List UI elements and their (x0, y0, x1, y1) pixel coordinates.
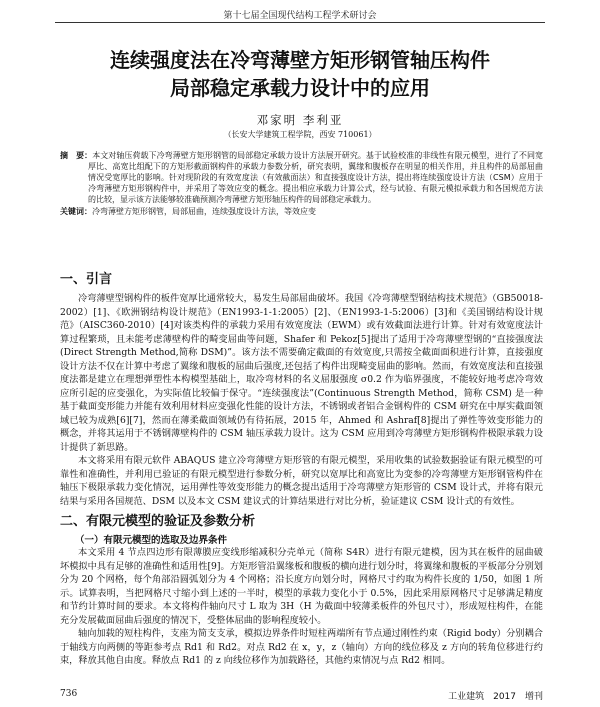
abstract-text: 本文对轴压荷载下冷弯薄壁方矩形钢管的局部稳定承载力设计方法展开研究。基于试验校准的非线性有限元模型，进行了不同宽厚比、高宽比组配下的方矩形截面钢构件的承载力参数分析，研究表明，翼缘和腹板存在明显的相关作用，并且构件的局部屈曲情况受宽厚比的影响。针对现阶段的有效宽度法（有效截面法）和直接强度设计方法，提出将连续强度设计方法（CSM）应用于冷弯薄壁方矩形钢构件中，并采用了等效应变的概念。提出相应承载力计算公式，经与试验、有限元模拟承载力和各国规范方法的比较，显示该方法能够较准确预测冷弯薄壁方矩形轴压构件的局部稳定承载力。 (88, 151, 543, 204)
abstract (60, 150, 543, 205)
abstract-block (60, 150, 543, 217)
title-line-2: 局部稳定承载力设计中的应用 (170, 76, 430, 100)
section-1-paragraph-1: 冷弯薄壁型钢构件的板件宽厚比通常较大，易发生局部屈曲破坏。我国《冷弯薄壁型钢结构技术规范》（GB50018-2002）[1]、《欧洲钢结构设计规范》（EN1993-1-1:2005）[2]、（EN1993-1-5:2006）[3]和《美国钢结构设计规范》（AISC360-2010）[4]对该类构件的承载力采用有效宽度法（EWM）或有效截面法进行计算。针对有效宽度法计算过程繁琐，且未能考虑薄壁构件的畸变屈曲等问题，Shafer 和 Pekoz[5]提出了适用于冷弯薄壁型钢的“直接强度法(Direct Strength Method,简称 DSM)”。该方法不需要确定截面的有效宽度,只需按全截面面积进行计算，直接强度设计方法不仅在计算中考虑了翼缘和腹板的屈曲后强度,还包括了构件出现畸变屈曲的影响。然而，有效宽度法和直接强度法都是建立在理想弹塑性本构模型基础上，取冷弯材料的名义屈服强度 σ0.2 作为临界强度，不能较好地考虑冷弯效应所引起的应变强化，为实际值比较偏于保守。“连续强度法”(Continuous Strength Method，简称 CSM) 是一种基于截面变形能力并能有效利用材料应变强化性能的设计方法，不锈钢或者铝合金钢构件的 CSM 研究在中厚实截面领域已较为成熟[6][7]，然而在薄柔截面领域仍有待拓展，2015 年，Ahmed 和 Ashraf[8]提出了弹性等效变形能力的概念，并将其运用于不锈钢薄壁构件的 CSM 轴压承载力设计。这为 CSM 应用到冷弯薄壁方矩形钢构件极限承载力设计提供了新思路。 (60, 293, 543, 453)
section-2-paragraph-2: 轴向加载的短柱构件，支座为简支支承，模拟边界条件时短柱两端所有节点通过刚性约束（Rigid body）分别耦合于轴线方向两侧的等距参考点 Rd1 和 Rd2。对点 Rd2 在 x，y，z（轴向）方向的线位移及 z 方向的转角位移进行约束，释放其他自由度。释放点 Rd1 的 z 向线位移作为加载路径，其他约束情况与点 Rd2 相同。 (60, 628, 543, 666)
section-2-heading: 二、有限元模型的验证及参数分析 (60, 514, 256, 529)
keywords-label: 关键词： (60, 207, 92, 216)
affiliation: （长安大学建筑工程学院，西安 710061） (223, 130, 377, 139)
section-1-paragraph-2: 本文将采用有限元软件 ABAQUS 建立冷弯薄壁方矩形管的有限元模型，采用收集的试验数据验证有限元模型的可靠性和准确性，并利用已验证的有限元模型进行参数分析，研究以宽厚比和高宽比为变参的冷弯薄壁方矩形钢管构件在轴压下极限承载力变化情况，运用弹性等效变形能力的概念提出适用于冷弯薄壁方矩形管的 CSM 设计式，并将有限元结果与采用各国规范、DSM 以及本文 CSM 建议式的计算结果进行对比分析，验证建议 CSM 设计式的有效性。 (60, 455, 543, 507)
section-2-body (60, 546, 543, 668)
section-2-paragraph-1: 本文采用 4 节点四边形有限薄膜应变线形缩减积分壳单元（简称 S4R）进行有限元建模，因为其在板件的屈曲破坏模拟中具有足够的准确性和适用性[9]。方矩形管沿翼缘板和腹板的横向进行划分时，将翼缘和腹板的平板部分分别划分为 20 个网格，每个角部沿圆弧划分为 4 个网格；沿长度方向划分时，网格尺寸约取为构件长度的 1/50，如图 1 所示。试算表明，当把网格尺寸缩小到上述的一半时，模型的承载力变化小于 0.5%，因此采用原网格尺寸足够满足精度和节约计算时间的要求。本文将构件轴向尺寸 L 取为 3H（H 为截面中较薄柔板件的外包尺寸），形成短柱构件，在能充分发展截面屈曲后强度的情况下，受整体屈曲的影响程度较小。 (60, 547, 543, 626)
abstract-label: 摘 要： (60, 151, 93, 160)
keywords (60, 206, 543, 217)
section-2-subheading: （一）有限元模型的选取及边界条件 (75, 535, 228, 546)
keywords-text: 冷弯薄壁方矩形钢管，局部屈曲，连续强度设计方法，等效应变 (92, 207, 316, 216)
journal-footer: 工业建筑 2017 增刊 (448, 692, 543, 702)
page-number: 736 (60, 689, 78, 699)
paper-title (40, 46, 560, 102)
title-line-1: 连续强度法在冷弯薄壁方矩形钢管轴压构件 (110, 48, 490, 72)
section-1-body (60, 292, 543, 508)
header-rule (55, 22, 545, 23)
authors: 邓家明 李利亚 (256, 113, 344, 127)
section-1-heading: 一、引言 (60, 272, 113, 287)
running-header: 第十七届全国现代结构工程学术研讨会 (223, 11, 377, 21)
